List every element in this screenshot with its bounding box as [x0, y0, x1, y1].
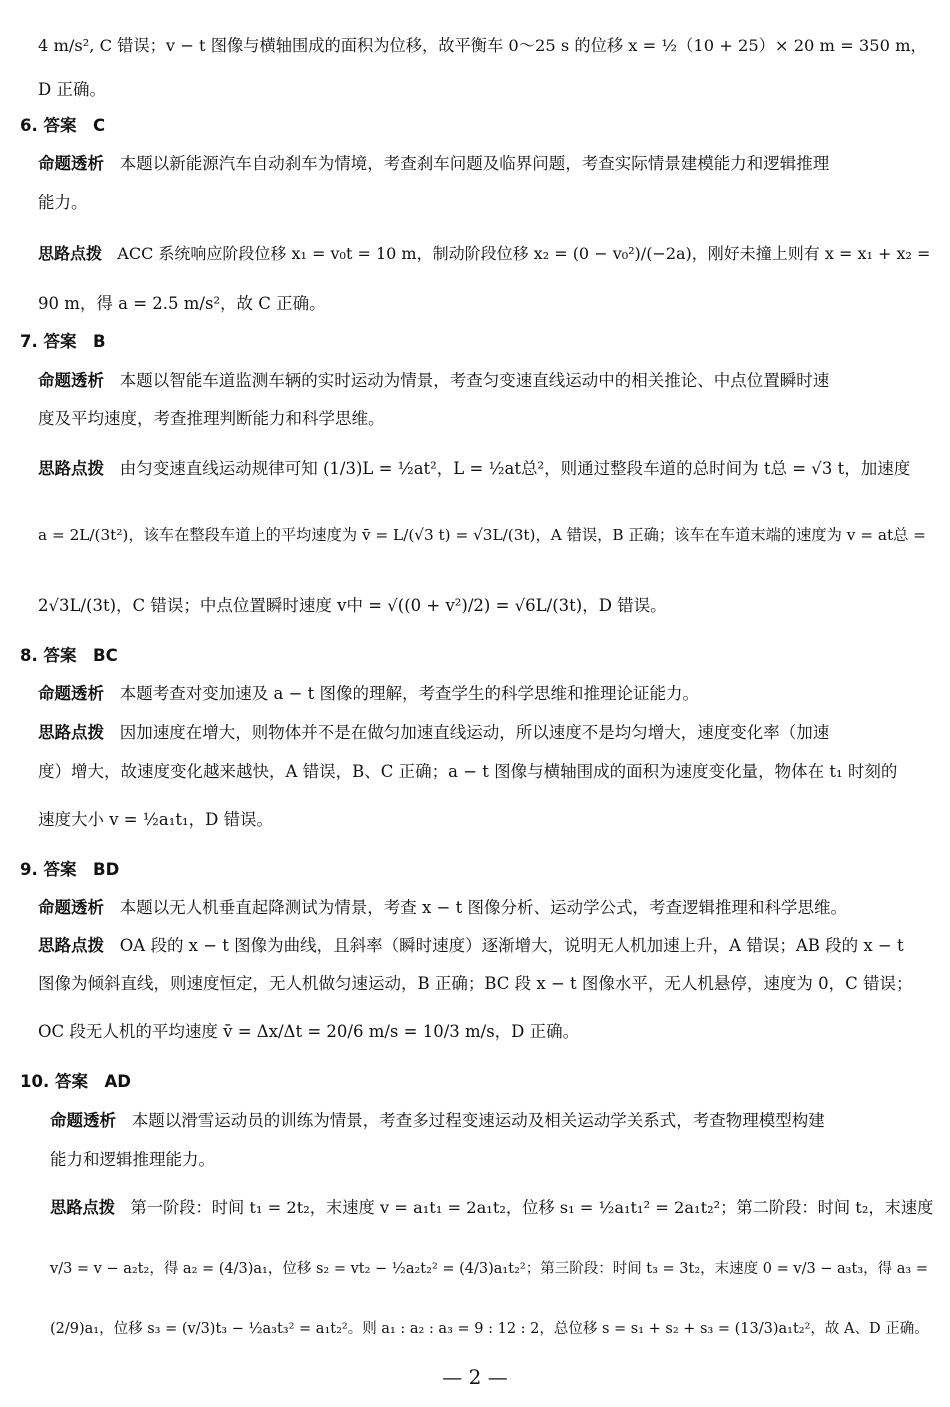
q6-hint-label: 思路点拨 [38, 244, 103, 263]
q6-hint-line-2: 90 m，得 a = 2.5 m/s²，故 C 正确。 [38, 294, 326, 313]
q8-hint-line-3: 速度大小 v = ½a₁t₁，D 错误。 [38, 810, 274, 829]
q8-intro [38, 686, 699, 703]
q7-hint [38, 461, 910, 478]
q9-hint [38, 938, 904, 955]
q10-hint-line-2: v/3 = v − a₂t₂，得 a₂ = (4/3)a₁，位移 s₂ = vt₂ − ½a₂t₂² = (4/3)a₁t₂²；第三阶段：时间 t₃ = 3t₂，末速度 0 = v/3 − a₃t₃，得 a₃ = [50, 1261, 928, 1277]
q6-intro-line-2: 能力。 [38, 193, 88, 212]
q7-hint-label: 思路点拨 [38, 459, 104, 478]
q8-hint-label: 思路点拨 [38, 723, 104, 742]
q5-tail-line-1: 4 m/s², C 错误；v − t 图像与横轴围成的面积为位移，故平衡车 0～25 s 的位移 x = ½（10 + 25）× 20 m = 350 m， [38, 36, 927, 55]
q9-intro-text: 本题以无人机垂直起降测试为情景，考查 x − t 图像分析、运动学公式，考查逻辑推理和科学思维。 [119, 898, 847, 917]
q6-hint [38, 246, 930, 262]
q7-hint-line-3: 2√3L/(3t)，C 错误；中点位置瞬时速度 v中 = √((0 + v²)/2) = √6L/(3t)，D 错误。 [38, 596, 667, 615]
q8-hint-line-2: 度）增大，故速度变化越来越快，A 错误，B、C 正确；a − t 图像与横轴围成的面积为速度变化量，物体在 t₁ 时刻的 [38, 762, 898, 781]
q9-hint-line-3: OC 段无人机的平均速度 v̄ = Δx/Δt = 20/6 m/s = 10/3 m/s，D 正确。 [38, 1022, 580, 1041]
q10-intro [50, 1113, 825, 1130]
q6-intro-text: 本题以新能源汽车自动刹车为情境，考查刹车问题及临界问题，考查实际情景建模能力和逻辑推理 [119, 154, 830, 173]
q8-intro-text: 本题考查对变加速及 a − t 图像的理解，考查学生的科学思维和推理论证能力。 [119, 684, 700, 703]
q10-intro-label: 命题透析 [50, 1111, 116, 1130]
q8-hint-text: 因加速度在增大，则物体并不是在做匀加速直线运动，所以速度不是均匀增大，速度变化率（加速 [119, 723, 830, 742]
q7-intro-text: 本题以智能车道监测车辆的实时运动为情景，考查匀变速直线运动中的相关推论、中点位置瞬时速 [119, 371, 830, 390]
q9-hint-line-2: 图像为倾斜直线，则速度恒定，无人机做匀速运动，B 正确；BC 段 x − t 图像水平，无人机悬停，速度为 0，C 错误； [38, 974, 913, 993]
q10-hint-text: 第一阶段：时间 t₁ = 2t₂，末速度 v = a₁t₁ = 2a₁t₂，位移 s₁ = ½a₁t₁² = 2a₁t₂²；第二阶段：时间 t₂，末速度 [130, 1198, 934, 1217]
q9-hint-label: 思路点拨 [38, 936, 104, 955]
q10-heading: 10. 答案 AD [20, 1072, 131, 1091]
q8-heading: 8. 答案 BC [20, 646, 118, 665]
q7-hint-text: 由匀变速直线运动规律可知 (1/3)L = ½at²，L = ½at总²，则通过整段车道的总时间为 t总 = √3 t，加速度 [119, 459, 911, 478]
q7-intro [38, 373, 829, 390]
q10-intro-line-2: 能力和逻辑推理能力。 [50, 1150, 215, 1169]
q9-hint-text: OA 段的 x − t 图像为曲线，且斜率（瞬时速度）逐渐增大，说明无人机加速上升，A 错误；AB 段的 x − t [119, 936, 904, 955]
q7-heading: 7. 答案 B [20, 332, 106, 351]
q10-hint-line-3: (2/9)a₁，位移 s₃ = (v/3)t₃ − ½a₃t₃² = a₁t₂²。则 a₁ : a₂ : a₃ = 9 : 12 : 2，总位移 s = s₁ + s₂ + s₃ = (13/3)a₁t₂²，故 A、D 正确。 [50, 1321, 929, 1337]
q7-hint-line-2: a = 2L/(3t²)，该车在整段车道上的平均速度为 v̄ = L/(√3 t) = √3L/(3t)，A 错误，B 正确；该车在车道末端的速度为 v = at总 = [38, 526, 926, 544]
q6-hint-text: ACC 系统响应阶段位移 x₁ = v₀t = 10 m，制动阶段位移 x₂ = (0 − v₀²)/(−2a)，刚好未撞上则有 x = x₁ + x₂ = [117, 244, 931, 263]
q8-hint [38, 725, 829, 742]
q9-intro [38, 900, 847, 917]
q9-heading: 9. 答案 BD [20, 860, 120, 879]
q10-hint [50, 1200, 933, 1216]
q10-hint-label: 思路点拨 [50, 1198, 115, 1217]
q6-intro-label: 命题透析 [38, 154, 104, 173]
q7-intro-line-2: 度及平均速度，考查推理判断能力和科学思维。 [38, 409, 385, 428]
q6-heading: 6. 答案 C [20, 116, 106, 135]
q5-tail-line-2: D 正确。 [38, 80, 106, 99]
q7-intro-label: 命题透析 [38, 371, 104, 390]
q6-intro [38, 156, 829, 173]
q9-intro-label: 命题透析 [38, 898, 104, 917]
q8-intro-label: 命题透析 [38, 684, 104, 703]
q10-intro-text: 本题以滑雪运动员的训练为情景，考查多过程变速运动及相关运动学关系式，考查物理模型构建 [131, 1111, 825, 1130]
page-number: — 2 — [442, 1365, 508, 1389]
